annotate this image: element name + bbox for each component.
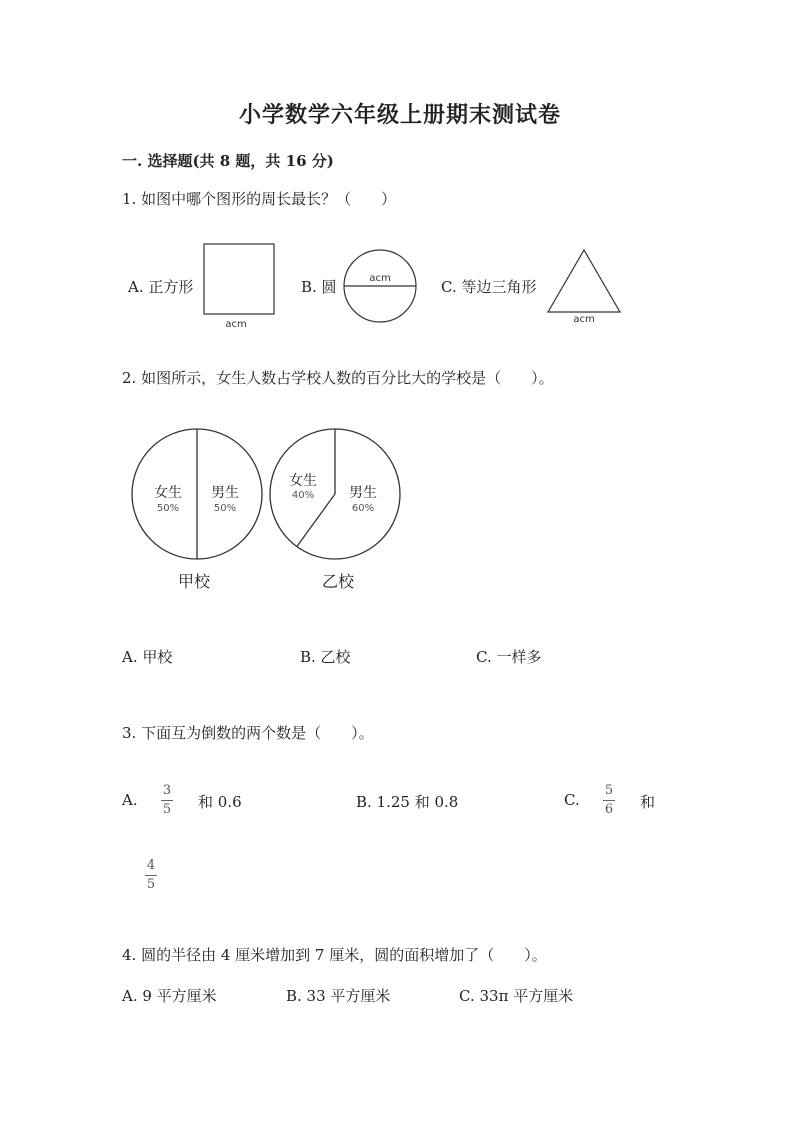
fraction-denominator: 5 (162, 802, 172, 817)
triangle-figure (544, 246, 626, 326)
question-3-text: 3. 下面互为倒数的两个数是（ ）。 (122, 724, 374, 742)
q1-option-a[interactable]: A. 正方形 (128, 278, 194, 296)
school1-girls-pct: 50% (156, 503, 180, 514)
q3-option-a-prefix[interactable]: A. (122, 791, 138, 809)
school2-girls-label: 女生 (289, 473, 317, 489)
fraction-bar (161, 800, 173, 801)
pie-charts-figure (128, 425, 418, 600)
q4-option-b[interactable]: B. 33 平方厘米 (286, 987, 391, 1005)
triangle-shape (548, 250, 620, 312)
fraction-numerator: 4 (146, 858, 156, 873)
circle-diameter-label: acm (369, 273, 391, 284)
school1-boys-label: 男生 (211, 485, 239, 501)
fraction-bar (603, 800, 615, 801)
q2-option-b[interactable]: B. 乙校 (300, 648, 351, 666)
school2-name: 乙校 (321, 572, 355, 591)
circle-figure (340, 246, 422, 326)
page-title: 小学数学六年级上册期末测试卷 (238, 102, 561, 128)
q3-option-c-fraction-2 (145, 859, 157, 892)
school2-boys-label: 男生 (349, 485, 377, 501)
question-2-text: 2. 如图所示，女生人数占学校人数的百分比大的学校是（ ）。 (122, 369, 554, 387)
question-1-text: 1. 如图中哪个图形的周长最长？（ ） (122, 190, 397, 208)
q1-option-c[interactable]: C. 等边三角形 (441, 278, 537, 296)
q1-option-b[interactable]: B. 圆 (301, 278, 337, 296)
fraction-denominator: 5 (146, 877, 156, 892)
q3-option-c-prefix[interactable]: C. (564, 791, 580, 809)
school2-girls-pct: 40% (291, 490, 315, 501)
q3-option-b[interactable]: B. 1.25 和 0.8 (356, 793, 459, 811)
triangle-side-label: acm (573, 314, 595, 325)
square-figure (200, 240, 280, 332)
section-heading: 一. 选择题(共 8 题，共 16 分) (122, 152, 334, 170)
question-4-text: 4. 圆的半径由 4 厘米增加到 7 厘米，圆的面积增加了（ ）。 (122, 946, 547, 964)
school1-boys-pct: 50% (213, 503, 237, 514)
school1-name: 甲校 (177, 572, 211, 591)
q4-option-c[interactable]: C. 33π 平方厘米 (459, 987, 574, 1005)
square-side-label: acm (225, 319, 247, 330)
q2-option-a[interactable]: A. 甲校 (122, 648, 173, 666)
school1-girls-label: 女生 (154, 485, 182, 501)
q4-option-a[interactable]: A. 9 平方厘米 (122, 987, 217, 1005)
q3-option-c-fraction-1 (603, 784, 615, 817)
square-shape (204, 244, 274, 314)
fraction-numerator: 5 (604, 783, 614, 798)
fraction-numerator: 3 (162, 783, 172, 798)
school2-boys-pct: 60% (351, 503, 375, 514)
q3-option-a-fraction (161, 784, 173, 817)
q3-option-a-suffix: 和 0.6 (198, 793, 242, 811)
q3-option-c-suffix: 和 (640, 793, 656, 811)
q2-option-c[interactable]: C. 一样多 (476, 648, 542, 666)
school2-pie-radius-girls (297, 494, 335, 547)
fraction-denominator: 6 (604, 802, 614, 817)
fraction-bar (145, 875, 157, 876)
